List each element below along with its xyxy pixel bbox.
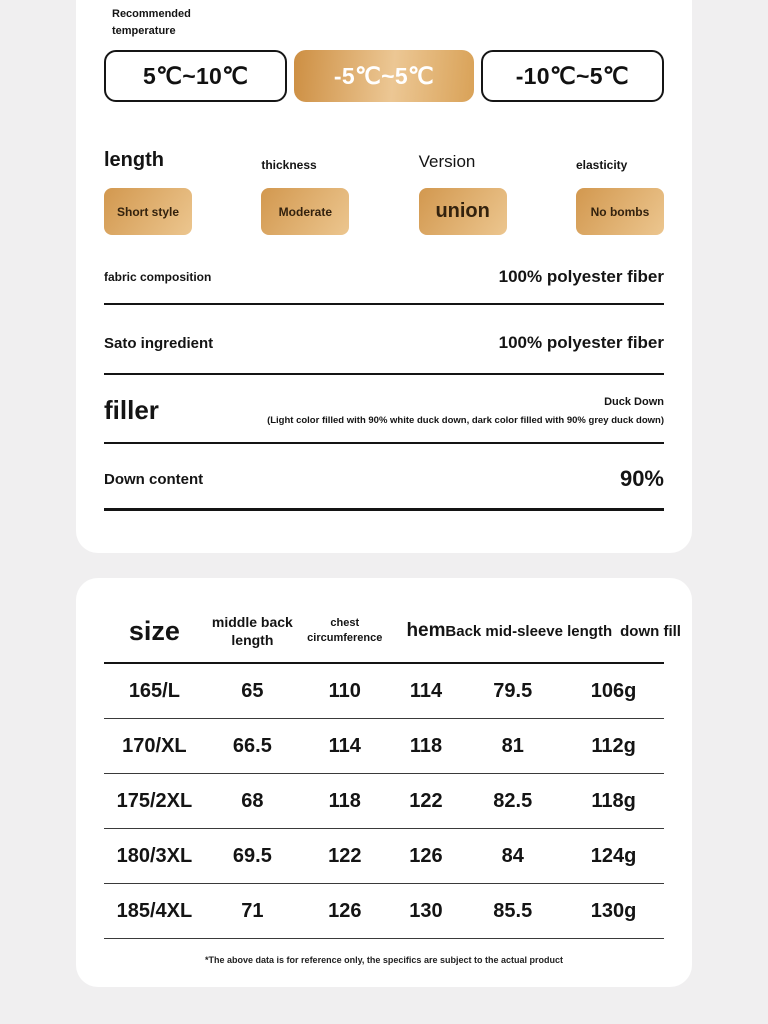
attribute-chip-elasticity: No bombs (576, 188, 664, 235)
cell-back-mid-sleeve: 84 (501, 844, 524, 867)
cell-size: 165/L (128, 679, 180, 702)
spec-label: fabric composition (104, 270, 212, 285)
table-row (104, 774, 664, 829)
cell-middle-back-length: 65 (241, 679, 264, 702)
table-row (104, 884, 664, 939)
table-row (104, 829, 664, 884)
filler-note: (Light color filled with 90% white duck down, dark color filled with 90% grey duck down) (267, 414, 664, 426)
attribute-chip-version: union (419, 188, 507, 235)
header-middle-back-length: middle back length (211, 613, 293, 649)
temp-option-3[interactable]: -10℃~5℃ (481, 50, 664, 102)
cell-hem: 118 (409, 734, 443, 757)
attribute-label-length: length (104, 149, 164, 172)
header-hem: hem (406, 620, 446, 642)
spec-value: 100% polyester fiber (498, 267, 664, 287)
attribute-thickness (261, 146, 349, 235)
size-table-footnote: *The above data is for reference only, the specifics are subject to the actual product (205, 955, 563, 966)
cell-hem: 130 (409, 899, 443, 922)
spec-value: 90% (619, 466, 664, 492)
attribute-label-elasticity: elasticity (575, 158, 628, 173)
cell-hem: 114 (409, 679, 443, 702)
cell-size: 180/3XL (116, 844, 193, 867)
cell-middle-back-length: 69.5 (232, 844, 272, 867)
spec-row-filler (104, 375, 664, 444)
spec-row-down-content (104, 444, 664, 511)
temp-option-2-selected[interactable]: -5℃~5℃ (294, 50, 473, 102)
cell-middle-back-length: 68 (241, 789, 264, 812)
filler-main-value: Duck Down (604, 395, 664, 408)
spec-value-filler (267, 396, 664, 426)
cell-down-fill: 106g (590, 679, 637, 702)
cell-hem: 126 (409, 844, 443, 867)
header-chest-circumference: chest circumference (307, 616, 383, 645)
spec-label: filler (104, 395, 159, 426)
header-size: size (128, 615, 180, 646)
cell-chest: 122 (328, 844, 362, 867)
cell-hem: 122 (409, 789, 443, 812)
header-back-mid-sleeve-length: Back mid-sleeve length (445, 622, 613, 640)
cell-down-fill: 130g (590, 899, 637, 922)
cell-size: 170/XL (122, 734, 187, 757)
temp-option-1[interactable]: 5℃~10℃ (104, 50, 287, 102)
attribute-elasticity (576, 146, 664, 235)
attribute-chip-length: Short style (104, 188, 192, 235)
cell-down-fill: 118g (591, 789, 636, 812)
size-table-header (104, 608, 681, 664)
header-down-fill: down fill (620, 622, 681, 640)
cell-middle-back-length: 66.5 (232, 734, 272, 757)
cell-back-mid-sleeve: 85.5 (493, 899, 533, 922)
table-row (104, 719, 664, 774)
cell-back-mid-sleeve: 79.5 (493, 679, 533, 702)
cell-middle-back-length: 71 (241, 899, 264, 922)
attribute-label-thickness: thickness (261, 158, 317, 173)
temperature-options (104, 50, 664, 102)
size-card (76, 578, 692, 987)
attribute-chip-thickness: Moderate (261, 188, 349, 235)
spec-label: Sato ingredient (104, 334, 214, 352)
attribute-label-version: Version (418, 152, 476, 172)
attribute-length (104, 146, 192, 235)
cell-back-mid-sleeve: 82.5 (493, 789, 533, 812)
cell-size: 185/4XL (116, 899, 193, 922)
header-back-mid-sleeve-and-down-fill (445, 608, 681, 654)
spec-label: Down content (104, 470, 204, 488)
recommended-temperature-label: Recommended temperature (112, 8, 191, 38)
attribute-row (104, 146, 664, 235)
cell-chest: 110 (328, 679, 361, 702)
cell-chest: 126 (328, 899, 362, 922)
attribute-version (419, 146, 507, 235)
spec-row-fabric-composition (104, 239, 664, 305)
table-row (104, 664, 664, 719)
spec-card (76, 0, 692, 553)
cell-down-fill: 112g (591, 734, 636, 757)
cell-down-fill: 124g (590, 844, 637, 867)
cell-back-mid-sleeve: 81 (501, 734, 524, 757)
cell-size: 175/2XL (116, 789, 193, 812)
spec-value: 100% polyester fiber (498, 333, 664, 353)
spec-row-sato-ingredient (104, 305, 664, 375)
cell-chest: 114 (328, 734, 361, 757)
cell-chest: 118 (328, 789, 361, 812)
